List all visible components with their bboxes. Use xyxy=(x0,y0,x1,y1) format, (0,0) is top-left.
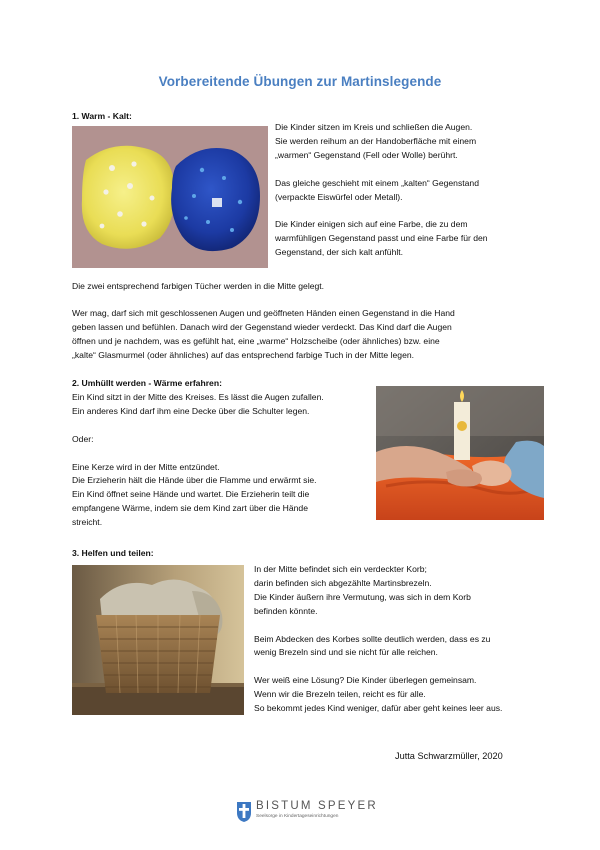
text-line: Ein Kind sitzt in der Mitte des Kreises. Es lässt die Augen zufallen. xyxy=(72,392,324,402)
text-line: Oder: xyxy=(72,433,94,444)
cloths-photo xyxy=(72,126,268,268)
section1-heading: 1. Warm - Kalt: xyxy=(72,111,132,121)
text-line xyxy=(254,619,502,633)
text-line: befinden könnte. xyxy=(254,605,318,616)
text-line: Eine Kerze wird in der Mitte entzündet. xyxy=(72,461,220,472)
logo-tagline: Seelsorge in Kindertageseinrichtungen xyxy=(256,814,339,819)
text-line: Die zwei entsprechend farbigen Tücher werden in die Mitte gelegt. xyxy=(72,281,325,291)
text-line: Ein anderes Kind darf ihm eine Decke über die Schulter legen. xyxy=(72,405,310,416)
bistum-logo xyxy=(234,800,384,826)
text-line xyxy=(275,163,488,177)
text-line: warmfühligen Gegenstand passt und eine Farbe für den xyxy=(275,233,488,244)
cloths-photo-svg xyxy=(72,126,268,268)
text-line: Wer mag, darf sich mit geschlossenen Augen und geöffneten Händen einen Gegenstand in die Hand xyxy=(72,308,455,318)
text-line xyxy=(254,660,502,674)
cross-shield-icon xyxy=(236,801,252,823)
page-title: Vorbereitende Übungen zur Martinslegende xyxy=(158,74,442,89)
text-line xyxy=(72,447,324,461)
section1-paragraph xyxy=(72,307,455,363)
text-line: Die Kinder einigen sich auf eine Farbe, die zu dem xyxy=(275,219,468,230)
candle-hands-photo xyxy=(376,386,544,520)
text-line xyxy=(275,204,488,218)
basket-photo-svg xyxy=(72,565,244,715)
logo-name: BISTUM SPEYER xyxy=(256,800,378,812)
text-line: Ein Kind öffnet seine Hände und wartet. Die Erzieherin teilt die xyxy=(72,489,310,500)
basket-photo xyxy=(72,565,244,715)
text-line: darin befinden sich abgezählte Martinsbrezeln. xyxy=(254,577,432,588)
text-line: „warmen“ Gegenstand (Fell oder Wolle) berührt. xyxy=(275,149,458,160)
text-line: Beim Abdecken des Korbes sollte deutlich werden, dass es zu xyxy=(254,633,491,644)
section3-heading: 3. Helfen und teilen: xyxy=(72,548,154,558)
section1-side-text xyxy=(275,121,488,260)
text-line: Die Erzieherin hält die Hände über die Flamme und erwärmt sie. xyxy=(72,475,317,486)
text-line: streicht. xyxy=(72,517,103,528)
section3-text xyxy=(254,563,502,716)
text-line: wenig Brezeln sind und sie nicht für alle reichen. xyxy=(254,647,438,658)
text-line: öffnen und je nachdem, was es gefühlt hat, eine „warme“ Holzscheibe (oder ähnliches) bzw. eine xyxy=(72,335,440,346)
section1-line-after xyxy=(72,280,324,294)
signature: Jutta Schwarzmüller, 2020 xyxy=(395,751,503,761)
text-line: Wer weiß eine Lösung? Die Kinder überlegen gemeinsam. xyxy=(254,675,477,686)
text-line: (verpackte Eiswürfel oder Metall). xyxy=(275,191,403,202)
section2-text xyxy=(72,391,324,530)
text-line: geben lassen und befühlen. Danach wird der Gegenstand wieder verdeckt. Das Kind darf die Augen xyxy=(72,321,452,332)
text-line: In der Mitte befindet sich ein verdeckter Korb; xyxy=(254,564,427,574)
text-line xyxy=(72,419,324,433)
candle-hands-photo-svg xyxy=(376,386,544,520)
text-line: So bekommt jedes Kind weniger, dafür aber geht keines leer aus. xyxy=(254,703,503,714)
text-line: empfangene Wärme, indem sie dem Kind zart über die Hände xyxy=(72,503,308,514)
text-line: Wenn wir die Brezeln teilen, reicht es für alle. xyxy=(254,689,426,700)
text-line: Gegenstand, der sich kalt anfühlt. xyxy=(275,247,404,258)
text-line: Das gleiche geschieht mit einem „kalten“ Gegenstand xyxy=(275,177,479,188)
text-line: Die Kinder äußern ihre Vermutung, was sich in dem Korb xyxy=(254,591,471,602)
section2-heading: 2. Umhüllt werden - Wärme erfahren: xyxy=(72,378,222,388)
text-line: Sie werden reihum an der Handoberfläche mit einem xyxy=(275,135,477,146)
text-line: Die Kinder sitzen im Kreis und schließen die Augen. xyxy=(275,122,473,132)
text-line: „kalte“ Glasmurmel (oder ähnliches) auf das entsprechend farbige Tuch in der Mitte legen. xyxy=(72,349,415,360)
